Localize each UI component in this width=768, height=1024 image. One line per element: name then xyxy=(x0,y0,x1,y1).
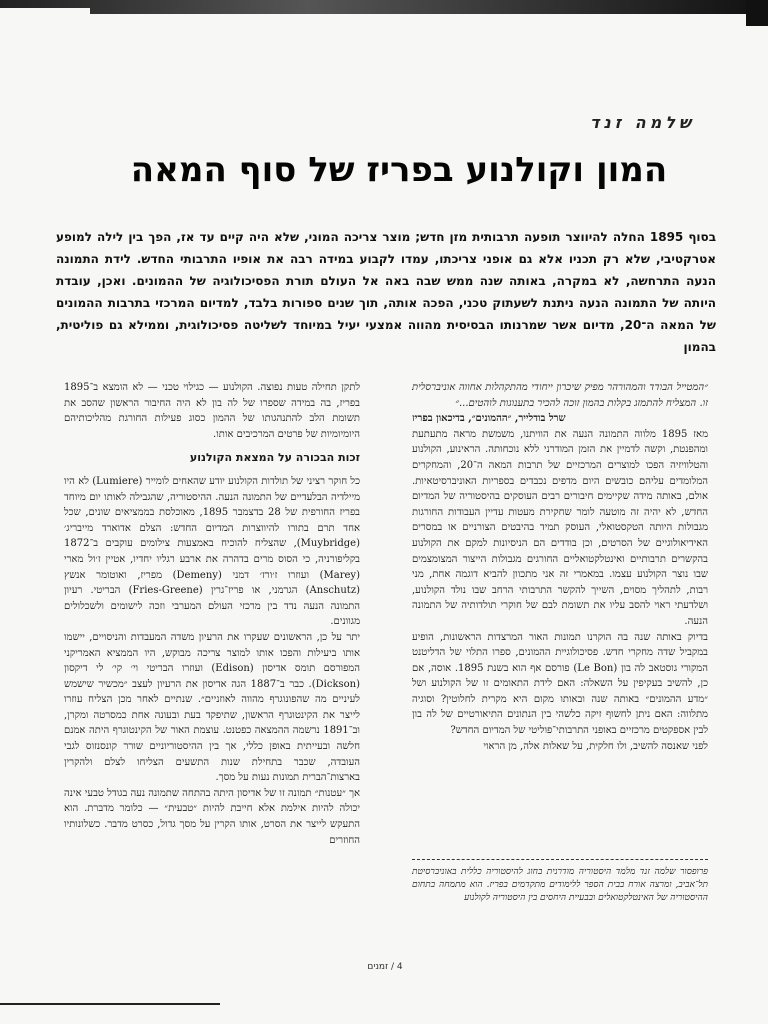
top-right-scan-mark xyxy=(746,0,768,26)
body-paragraph: בדיוק באותה שנה בה הוקרנו תמונות האור המרצדות הראשונות, הופיע במקביל שדה מחקרי חדש. פסיכולוגיית ההמונים, ספרו התלוי של הדליטנט המקורי גוסטאב לה בון (Le Bon) פורסם אף הוא בשנת 1895. אוסה, אם כן, להשיב בעקיפין על השאלה: האם לידת התאומים זו של הקולנוע ושל ״מדע ההמונים״ באותה שנה ובאותו מקום היא מקרית לחלוטין? וסוגיה מתלווה: האם ניתן לחשוף זיקה כלשהי בין הנתונים התיאורטיים של לה בון לבין אספקטים מרכזיים באופני התרבותי־פוליטי של המדיום החדש? xyxy=(412,631,708,737)
top-scan-border xyxy=(0,0,768,14)
body-paragraph: מאז 1895 מלווה התמונה הנעה את הוויתנו, משמשת מראה מתעתעת ומהפנטת, וקשה לדמיין את הזמן המודרני ללא נוכחותה. הראינוע, הקולנוע והטלוויזיה הפכו למוצרים המרכזיים של תרבות המאה ה־20, והמחקרים המלומדים עליהם כובשים היום מדפים נכבדים בספריות האוניברסיטאיות. אולם, באותה מידה שקיימים חיבורים רבים העוסקים בהיסטוריה של המדיום החדש, לא יהיה זה מוטעה לומר שחקירת מעטות עדיין העבודות החורגות מגבולות היותה הטקסטואלי, העוסק תמיד בהיבטים הצורניים או במסרים האידיאולוגיים של הסרטים, וכן בודדים הם הניסיונות למקם את הקולנוע בהקשרים תרבותיים ואינטלקטואליים החורגים מגבולות הייצור המצומצמים שבו נוצר הקולנוע עצמו. במאמרי זה אני מתכוון להביא דוגמה אחת, מני רבות, לתהליך מסוים, השייך להקשר התרבותי הרחב שבו נולד הקולנוע, ושלדעתי ראוי להסב עליו את תשומת לבם של חוקרי תולדותיה של התמונה הנעה. xyxy=(412,428,709,627)
top-scan-notch xyxy=(0,8,90,16)
bottom-scan-line xyxy=(0,1003,220,1005)
author-bio: פרופסור שלמה זנד מלמד היסטוריה מודרנית בחוג להיסטוריה כללית באוניברסיטת תל־אביב, ומרצה אורח בבית הספר ללימודים מתקדמים בפריז. הוא מתמחה בתחום ההיסטוריה של האינטלקטואלים ובבעיית היחסים בין היסטוריה לקולנוע xyxy=(412,867,708,903)
article-lead: בסוף 1895 החלה להיווצר תופעה תרבותית מזן חדש; מוצר צריכה המוני, שלא היה קיים עד אז, הפך בין לילה למופע אטרקטיבי, שלא רק תכניו אלא גם אופני צריכתו, עמדו לקבוע במידה רבה את אופיו התרבותי החדש. לידת התמונה הנעה התרחשה, לא במקרה, באותה שנה ממש שבה באה אל העולם תורת הפסיכולוגיה של ההמונים. ואכן, עובדת היותה של התמונה הנעה ניתנת לשעתוק טכני, הפכה אותה, תוך שנים ספורות בלבד, למדיום המרכזי בתרבות ההמונים של המאה ה־20, מדיום אשר שמרנותו הבסיסית מהווה אמצעי יעיל במיוחד לשליטה פסיכולוגית, וממילא גם פוליטית, בהמון xyxy=(56,230,717,354)
page-footer: 4 / זמנים xyxy=(367,962,403,972)
article-title: המון וקולנוע בפריז של סוף המאה xyxy=(130,150,668,190)
right-column xyxy=(412,380,708,754)
epigraph-quote: ״המטייל הבודד והמהורהר מפיק שיכרון ייחודי מהתקהלות אחווה אוניברסלית זו. המצליח להתמזג בקלות בהמון זוכה להכיר בתענוגות לוהטים...״ xyxy=(412,382,708,409)
body-paragraph: לפני שאנסה להשיב, ולו חלקית, על שאלות אלה, מן הראוי xyxy=(483,740,708,752)
bio-divider xyxy=(412,859,708,860)
body-paragraph: אך ״עטנות״ תמונה זו של אדיסון היתה בהתחה שתמונה נעה בגודל טבעי אינה יכולה להיות אילמת אלא חייבת להיות ״טבעית״ — כלומר מדברת. הוא התעקש לייצר את הסרט, אותו הקרין על מסך גדול, כסרט מדבר. כשלונותיו החוזרים xyxy=(63,787,360,846)
body-paragraph: יתר על כן, הראשונים שעקרו את הרעיון משדה המעבדות והניסויים, יישמו אותו ביעילות והפכו אותו למוצר צריכה מבוקש, היו הממציא האמריקני המפורסם תומס אדיסון (Edison) ועוזרו הבריטי וי׳ קי׳ לי דיקסון (Dickson). כבר ב־1887 הגה אדיסון את הרעיון לעצב ״מכשיר שישמש לעיניים מה שהפונוגרף מהווה לאוזניים״. שנתיים לאחר מכן הצליח עוזרו לייצר את הקינטוגרף הראשון, שתיפקד בעת ובעונה אחת כמסרטה ומקרן, וב־1891 נרשמה ההמצאה כפטנט. עוצמת האור של הקינטוגרף היתה אמנם חלשה ובעייתית באופן כללי, אך בין ההיסטוריוניים שורר קונסנזוס לגבי העובדה, שכבר בתחילת שנות התשעים הצליחו לצלם ולהקרין בארצות־הברית תמונות נעות על מסך. xyxy=(64,631,360,784)
body-paragraph: כל חוקר רציני של תולדות הקולנוע יודע שהאחים לומייר (Lumiere) לא היו מיילדיה הבלעדיים של התמונה הנעה. ההיסטוריה, שהגבילה לאותו יום מיוחד בפריז החורפית של 28 בדצמבר 1895, מאוכלסת בממציאים שונים, שכל אחד תרם בתורו להיווצרות המדיום החדש: הצלם אדוארד מייבריג׳ (Muybridge), שהצליח להוכיח באמצעות צילומים עוקבים ב־1872 בקליפורניה, כי הסוס מרים בדהרה את ארבע רגליו יחדיו, אטיין ז׳ול מארי (Marey) ועוזרו ז׳ורז׳ דמני (Demeny) מפריז, ואוטומר אנשץ (Anschutz) הגרמני, או פריז־גרין (Fries-Greene) הבריטי. רעיון התמונה הנעה נדד בין מרכזי העולם המערבי וזכה לישומים ולשכלולים מגוונים. xyxy=(64,475,360,628)
epigraph-attribution: שרל בודלייר, ״ההמונים״, בדיכאון בפריז xyxy=(412,413,566,425)
section-subhead: זכות הבכורה על המצאת הקולנוע xyxy=(189,451,360,465)
left-column xyxy=(64,380,360,848)
article-author: שלמה זנד xyxy=(590,113,695,132)
body-paragraph: לתקן תחילה טעות נפוצה. הקולנוע — כגילוי טכני — לא הומצא ב־1895 בפריז, בה במידה שספרו של לה בון לא היה החיבור הראשון שהסב את תשומת הלב להתנהגותו של ההמון כסוג פעילות החורגת מהליכותיהם היומיומיות של פרטים המרכיבים אותו. xyxy=(64,382,360,440)
